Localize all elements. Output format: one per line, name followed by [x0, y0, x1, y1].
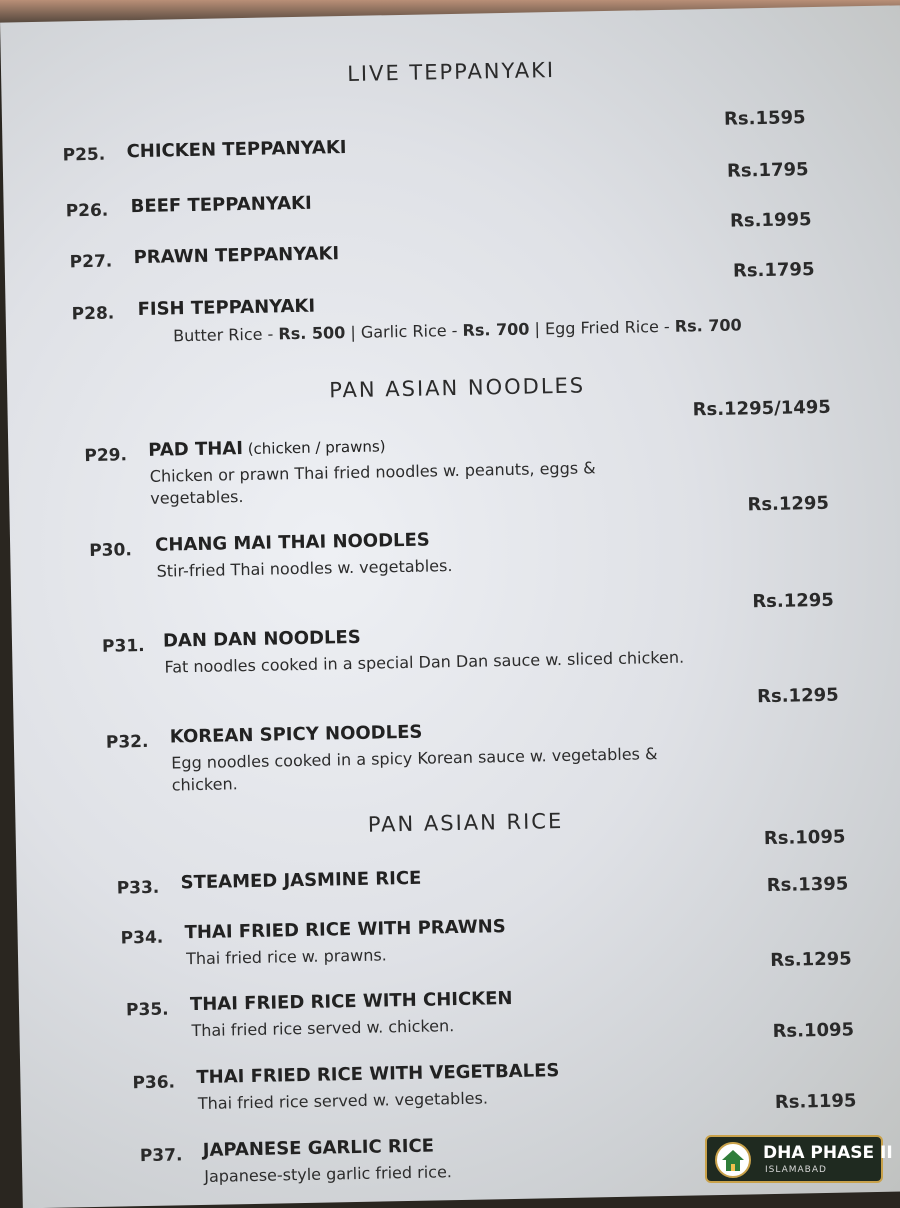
item-code: P28.	[71, 303, 115, 325]
item-price: Rs.1095	[772, 1019, 855, 1042]
item-name: KOREAN SPICY NOODLES	[169, 721, 423, 748]
house-icon	[715, 1142, 751, 1178]
item-name: PRAWN TEPPANYAKI	[133, 243, 340, 269]
item-code: P25.	[62, 144, 106, 166]
item-price: Rs.1295	[747, 492, 830, 516]
section-title-pan-asian-rice: PAN ASIAN RICE	[367, 808, 564, 837]
side-price-egg-fried-rice: Rs. 700	[674, 315, 742, 336]
item-name: JAPANESE GARLIC RICE	[202, 1135, 435, 1161]
section-title-live-teppanyaki: LIVE TEPPANYAKI	[346, 57, 556, 86]
side-price-butter-rice: Rs. 500	[278, 323, 346, 344]
item-code: P31.	[101, 635, 145, 657]
item-description: Chicken or prawn Thai fried noodles w. peanuts, eggs & vegetables.	[149, 458, 596, 508]
item-code: P35.	[125, 999, 169, 1021]
item-name	[148, 435, 386, 461]
side-price-garlic-rice: Rs. 700	[462, 319, 530, 340]
item-name: STEAMED JASMINE RICE	[180, 867, 422, 894]
item-price: Rs.1595	[723, 107, 806, 130]
item-price: Rs.1995	[729, 209, 812, 232]
item-description: Thai fried rice w. prawns.	[185, 945, 387, 969]
item-price: Rs.1295/1495	[692, 396, 832, 421]
rice-side-options	[173, 315, 742, 345]
section-title-pan-asian-noodles: PAN ASIAN NOODLES	[328, 373, 586, 403]
item-name: CHICKEN TEPPANYAKI	[126, 137, 347, 163]
side-label-garlic-rice: | Garlic Rice -	[345, 320, 463, 343]
side-label-egg-fried-rice: | Egg Fried Rice -	[529, 316, 675, 339]
item-code: P30.	[89, 540, 133, 562]
item-price: Rs.1795	[732, 259, 815, 282]
item-code: P27.	[69, 251, 113, 273]
item-description: Egg noodles cooked in a spicy Korean sauce w. vegetables & chicken.	[171, 744, 658, 795]
item-code: P37.	[139, 1145, 183, 1167]
item-description: Fat noodles cooked in a special Dan Dan sauce w. sliced chicken.	[164, 647, 685, 677]
item-description: Thai fried rice served w. chicken.	[191, 1016, 455, 1041]
item-name-text: PAD THAI	[148, 438, 244, 461]
item-price: Rs.1195	[774, 1090, 857, 1113]
item-price: Rs.1795	[726, 159, 809, 182]
item-name: CHANG MAI THAI NOODLES	[154, 529, 430, 556]
item-code: P34.	[120, 927, 164, 949]
item-code: P36.	[132, 1072, 176, 1094]
item-description: Japanese-style garlic fried rice.	[204, 1162, 453, 1186]
item-name-variant: (chicken / prawns)	[242, 437, 386, 459]
item-name: FISH TEPPANYAKI	[137, 295, 316, 321]
watermark-title: DHA PHASE II	[763, 1143, 893, 1163]
item-name: THAI FRIED RICE WITH CHICKEN	[189, 987, 513, 1016]
item-price: Rs.1395	[766, 873, 849, 897]
item-code: P26.	[65, 200, 109, 222]
menu-page	[0, 5, 900, 1208]
item-code: P32.	[105, 731, 149, 753]
watermark-badge	[705, 1135, 893, 1183]
item-name: DAN DAN NOODLES	[162, 626, 361, 652]
item-name: THAI FRIED RICE WITH PRAWNS	[184, 916, 506, 944]
side-label-butter-rice: Butter Rice -	[172, 324, 279, 346]
item-name: THAI FRIED RICE WITH VEGETBALES	[196, 1060, 560, 1089]
item-price: Rs.1295	[756, 684, 839, 708]
item-description: Stir-fried Thai noodles w. vegetables.	[156, 556, 453, 581]
item-price: Rs.1095	[763, 826, 846, 850]
item-code: P33.	[116, 877, 160, 899]
item-code: P29.	[84, 445, 128, 467]
item-price: Rs.1295	[770, 948, 852, 972]
watermark-subtitle: ISLAMABAD	[765, 1165, 827, 1175]
item-name: BEEF TEPPANYAKI	[130, 192, 312, 218]
item-description: Thai fried rice served w. vegetables.	[197, 1088, 489, 1114]
item-price: Rs.1295	[752, 589, 835, 613]
